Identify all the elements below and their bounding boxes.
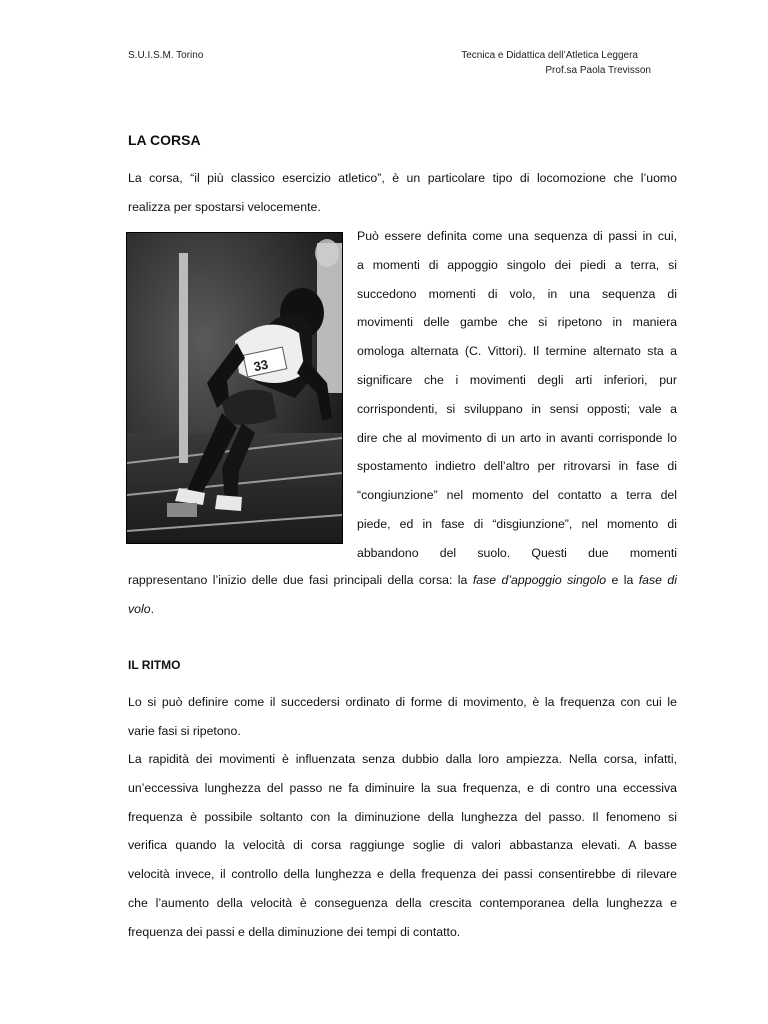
text-line: significare che i movimenti degli arti inferiori, pur: [357, 372, 677, 387]
text-line: La rapidità dei movimenti è influenzata senza dubbio dalla loro ampiezza. Nella corsa, infatti,: [128, 752, 677, 766]
italic-term: fase di: [638, 573, 677, 587]
italic-term: volo: [128, 601, 151, 616]
text-line: frequenza è possibile soltanto con la diminuzione della lunghezza del passo. Il fenomeno si: [128, 809, 677, 824]
bib-number: 33: [252, 356, 270, 375]
text-line: abbandono del suolo. Questi due momenti: [357, 545, 677, 560]
text-line: varie fasi si ripetono.: [128, 723, 241, 738]
header-professor: Prof.sa Paola Trevisson: [545, 65, 651, 76]
text-line: realizza per spostarsi velocemente.: [128, 199, 321, 214]
text-line: movimenti delle gambe che si ripetono in maniera: [357, 315, 677, 330]
sprinter-photo: [126, 232, 343, 544]
text-line: spostamento indietro dell’altro per ritrovarsi in fase di: [357, 459, 677, 474]
ritmo-paragraph-1: [128, 688, 677, 746]
text-line: succedono momenti di volo, in una sequenza di: [357, 286, 677, 301]
text-line: che l’aumento della velocità è conseguenza della crescita contemporanea della lunghezza e: [128, 895, 677, 910]
text-run: rappresentano l’inizio delle due fasi principali della corsa: la: [128, 573, 473, 587]
text-line: omologa alternata (C. Vittori). Il termine alternato sta a: [357, 344, 677, 359]
intro-paragraph: [128, 164, 677, 222]
text-line: frequenza dei passi e della diminuzione dei tempi di contatto.: [128, 924, 461, 939]
text-line: un’eccessiva lunghezza del passo ne fa diminuire la sua frequenza, e di contro una eccessiva: [128, 780, 677, 795]
side-paragraph: [357, 222, 677, 568]
header-course: Tecnica e Didattica dell’Atletica Leggera: [461, 50, 638, 61]
continuation-paragraph: [128, 566, 677, 624]
section-title: IL RITMO: [128, 658, 181, 672]
text-line: piede, ed in fase di “disgiunzione”, nel momento di: [357, 516, 677, 531]
page-title: LA CORSA: [128, 132, 201, 148]
text-line: Lo si può definire come il succedersi ordinato di forme di movimento, è la frequenza con cui le: [128, 695, 677, 709]
text-line: velocità invece, il controllo della lunghezza e della frequenza dei passi consentirebbe di rilevare: [128, 867, 677, 882]
ritmo-paragraph-2: [128, 745, 677, 947]
text-line: “congiunzione” nel momento del contatto a terra del: [357, 488, 677, 503]
text-run: .: [150, 601, 154, 616]
header-institution: S.U.I.S.M. Torino: [128, 50, 204, 61]
text-line: a momenti di appoggio singolo dei piedi a terra, si: [357, 257, 677, 272]
text-line: La corsa, “il più classico esercizio atletico”, è un particolare tipo di locomozione che l’uomo: [128, 171, 677, 185]
text-line: corrispondenti, si sviluppano in sensi opposti; vale a: [357, 401, 677, 416]
text-line: verifica quando la velocità di corsa raggiunge soglie di valori abbastanza elevati. A basse: [128, 838, 677, 853]
text-line: Può essere definita come una sequenza di passi in cui,: [357, 229, 677, 243]
text-line: dire che al movimento di un arto in avanti corrisponde lo: [357, 430, 677, 445]
text-line: [128, 566, 677, 595]
italic-term: fase d’appoggio singolo: [472, 573, 607, 587]
text-line: [128, 595, 677, 624]
text-run: e la: [606, 573, 639, 587]
